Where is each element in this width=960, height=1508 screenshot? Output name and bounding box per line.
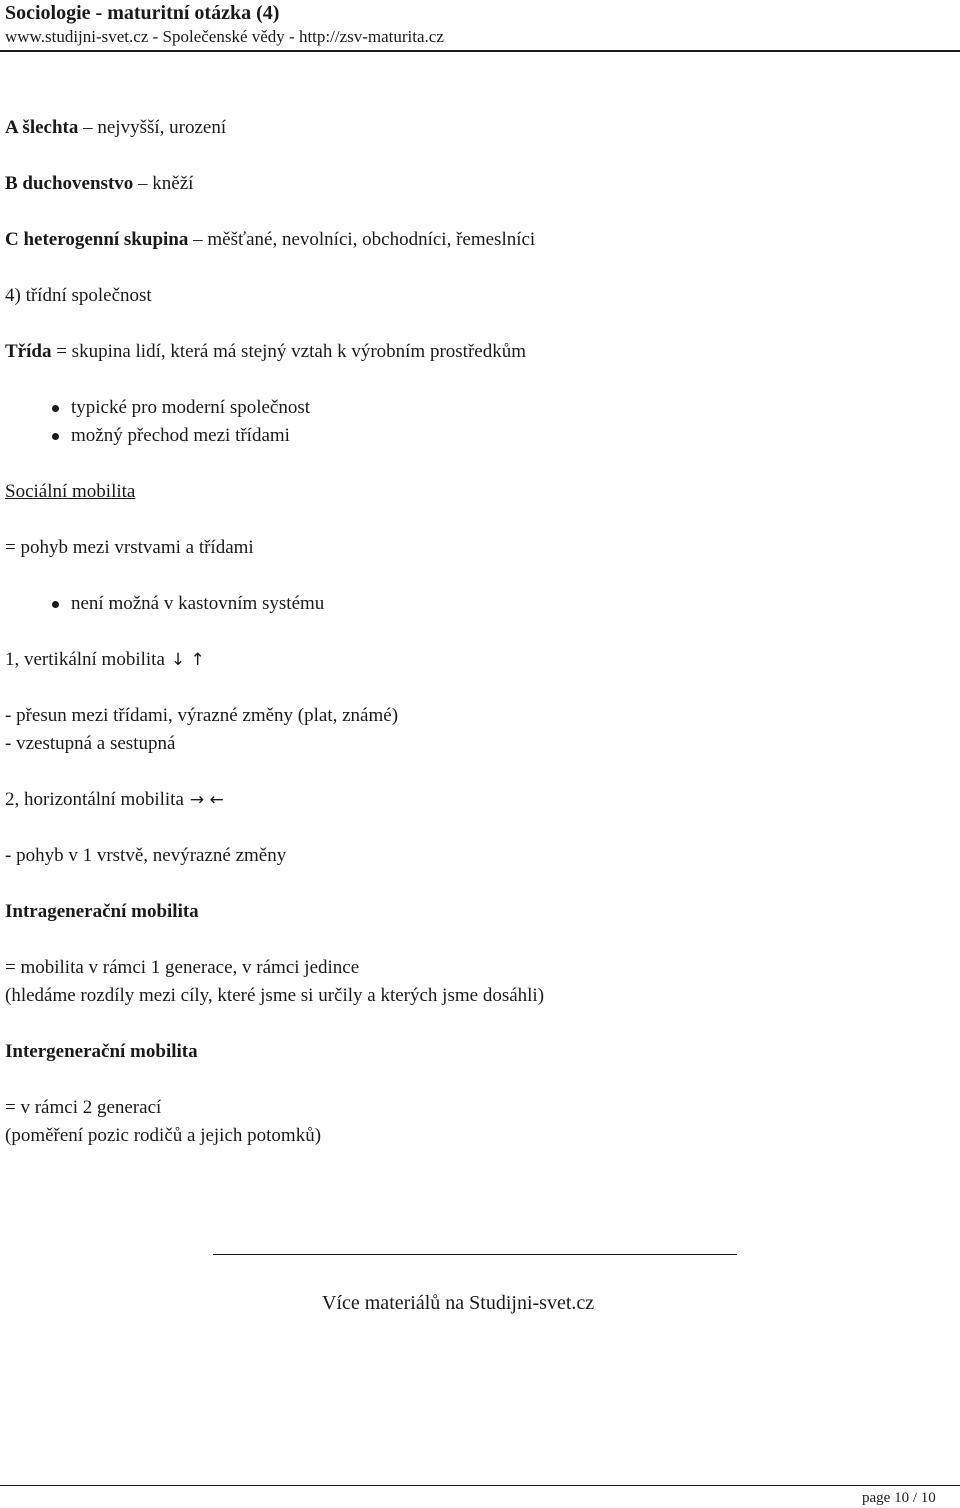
footer-divider: [213, 1254, 737, 1255]
page-number: page 10 / 10: [862, 1490, 936, 1506]
up-down-arrows-icon: ↓ ↑: [170, 650, 205, 670]
heterogeneous-term: C heterogenní skupina: [5, 229, 189, 250]
class-society-heading: 4) třídní společnost: [5, 285, 152, 306]
nobility-term: A šlechta: [5, 117, 79, 138]
more-materials-link[interactable]: Více materiálů na Studijni-svet.cz: [322, 1292, 595, 1314]
clergy-desc: – kněží: [133, 173, 194, 194]
horizontal-mobility-line: [5, 789, 224, 811]
class-desc: = skupina lidí, která má stejný vztah k výrobním prostředkům: [51, 341, 526, 362]
list-item: typické pro moderní společnost: [71, 397, 311, 418]
intragenerational-heading: Intragenerační mobilita: [5, 901, 199, 922]
line-nobility: [5, 117, 226, 139]
page-bottom-divider: [0, 1485, 960, 1486]
vertical-mobility-line: [5, 649, 205, 671]
clergy-term: B duchovenstvo: [5, 173, 134, 194]
intergenerational-heading: Intergenerační mobilita: [5, 1041, 198, 1062]
bullet-icon: [52, 433, 59, 440]
nobility-desc: – nejvyšší, urození: [78, 117, 227, 138]
list-item: není možná v kastovním systému: [71, 593, 325, 614]
line-class-definition: [5, 341, 526, 363]
document-subtitle: www.studijni-svet.cz - Společenské vědy - http://zsv-maturita.cz: [5, 27, 444, 46]
header-divider: [0, 50, 960, 52]
left-right-arrows-icon: → ←: [189, 790, 224, 810]
list-item: možný přechod mezi třídami: [71, 425, 290, 446]
bullet-icon: [52, 405, 59, 412]
vertical-mobility-desc-2: - vzestupná a sestupná: [5, 733, 176, 754]
vertical-mobility-heading: 1, vertikální mobilita: [5, 649, 165, 670]
line-heterogeneous: [5, 229, 535, 251]
document-title: Sociologie - maturitní otázka (4): [5, 2, 280, 24]
bullet-icon: [52, 601, 59, 608]
vertical-mobility-desc-1: - přesun mezi třídami, výrazné změny (plat, známé): [5, 705, 399, 726]
horizontal-mobility-desc: - pohyb v 1 vrstvě, nevýrazné změny: [5, 845, 287, 866]
intragenerational-desc-2: (hledáme rozdíly mezi cíly, které jsme si určily a kterých jsme dosáhli): [5, 985, 545, 1006]
social-mobility-heading: Sociální mobilita: [5, 481, 136, 502]
intergenerational-desc-1: = v rámci 2 generací: [5, 1097, 162, 1118]
intragenerational-desc-1: = mobilita v rámci 1 generace, v rámci jedince: [5, 957, 360, 978]
class-term: Třída: [5, 341, 52, 362]
heterogeneous-desc: – měšťané, nevolníci, obchodníci, řemeslníci: [188, 229, 536, 250]
horizontal-mobility-heading: 2, horizontální mobilita: [5, 789, 184, 810]
intergenerational-desc-2: (poměření pozic rodičů a jejich potomků): [5, 1125, 322, 1146]
line-clergy: [5, 173, 193, 195]
social-mobility-definition: = pohyb mezi vrstvami a třídami: [5, 537, 254, 558]
